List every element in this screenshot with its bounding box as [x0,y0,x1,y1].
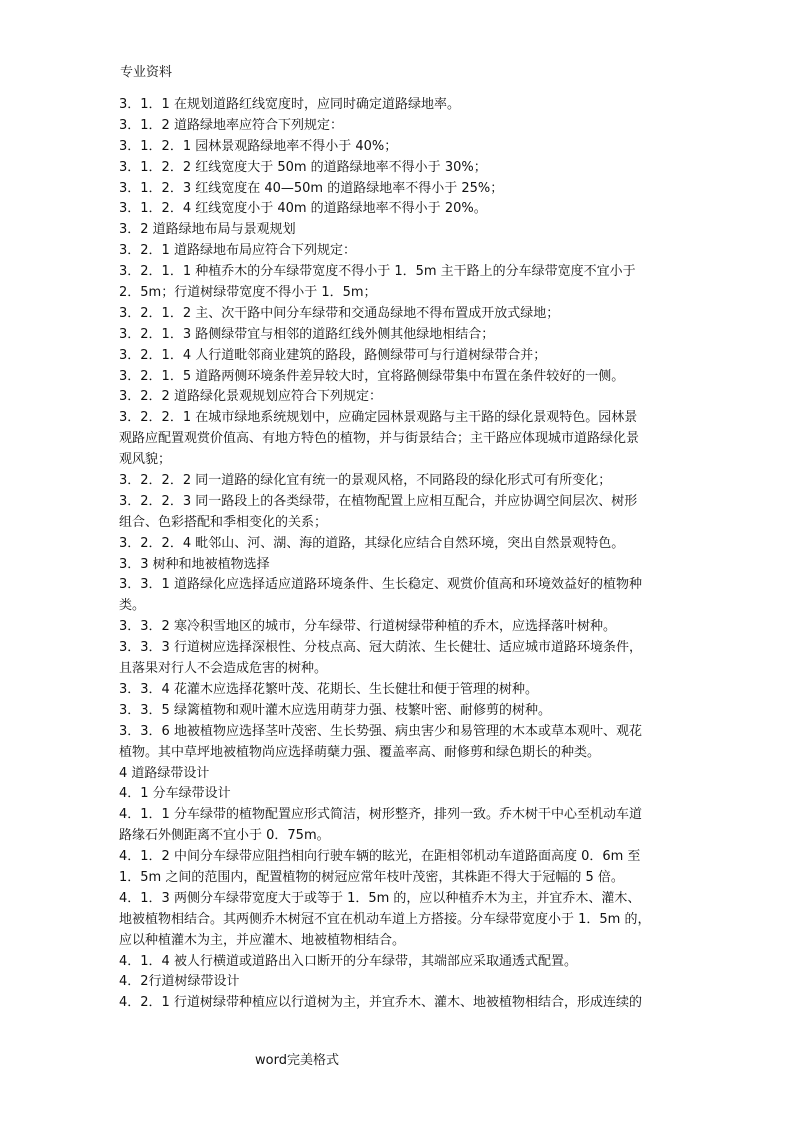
text-line: 3．1．2 道路绿地率应符合下列规定： [119,117,343,133]
text-line: 4．1 分车绿带设计 [119,786,231,802]
text-line: 观风貌； [119,452,172,468]
text-line: 4．2．1 行道树绿带种植应以行道树为主，并宜乔木、灌木、地被植物相结合，形成连续的 [119,995,642,1011]
text-line: 观路应配置观赏价值高、有地方特色的植物，并与街景结合；主干路应体现城市道路绿化景 [119,431,640,447]
text-line: 3．3．4 花灌木应选择花繁叶茂、花期长、生长健壮和便于管理的树种。 [119,681,538,697]
text-line: 且落果对行人不会造成危害的树种。 [119,661,328,677]
text-line: 3．3．6 地被植物应选择茎叶茂密、生长势强、病虫害少和易管理的木本或草本观叶、观花 [119,723,642,739]
text-line: 3．2．1．2 主、次干路中间分车绿带和交通岛绿地不得布置成开放式绿地； [119,305,560,321]
text-line: 地被植物相结合。其两侧乔木树冠不宜在机动车道上方搭接。分车绿带宽度小于 1．5m 的， [119,911,651,927]
text-line: 应以种植灌木为主，并应灌木、地被植物相结合。 [119,932,406,948]
text-line: 3．3 树种和地被植物选择 [119,556,270,572]
text-line: 4．2行道树绿带设计 [119,974,240,990]
text-line: 3．2．1．1 种植乔木的分车绿带宽度不得小于 1．5m 主干路上的分车绿带宽度不宜小于 [119,264,636,280]
text-line: 组合、色彩搭配和季相变化的关系； [119,514,328,530]
text-line: 3．2．1．4 人行道毗邻商业建筑的路段，路侧绿带可与行道树绿带合并； [119,347,547,363]
text-line: 3．2．2．1 在城市绿地系统规划中，应确定园林景观路与主干路的绿化景观特色。园林景 [119,410,638,426]
text-line: 3．2．1 道路绿地布局应符合下列规定： [119,243,356,259]
text-line: 3．1．2．3 红线宽度在 40—50m 的道路绿地率不得小于 25%； [119,180,504,196]
text-line: 4．1．2 中间分车绿带应阻挡相向行驶车辆的眩光，在距相邻机动车道路面高度 0．6m 至 [119,849,641,865]
text-line: 2．5m；行道树绿带宽度不得小于 1．5m； [119,285,377,301]
text-line: 3．2．2 道路绿化景观规划应符合下列规定： [119,389,382,405]
text-line: 3．2．2．4 毗邻山、河、湖、海的道路，其绿化应结合自然环境，突出自然景观特色。 [119,535,625,551]
text-line: 路缘石外侧距离不宜小于 0．75m。 [119,828,330,844]
text-line: 3．3．5 绿篱植物和观叶灌木应选用萌芽力强、枝繁叶密、耐修剪的树种。 [119,702,551,718]
text-line: 4．1．3 两侧分车绿带宽度大于或等于 1．5m 的，应以种植乔木为主，并宜乔木、灌木、 [119,890,641,906]
text-line: 3．1．2．4 红线宽度小于 40m 的道路绿地率不得小于 20%。 [119,201,487,217]
text-line: 4 道路绿带设计 [119,765,210,781]
text-line: 3．3．1 道路绿化应选择适应道路环境条件、生长稳定、观赏价值高和环境效益好的植物种 [119,577,642,593]
text-line: 3．2 道路绿地布局与景观规划 [119,222,296,238]
text-line: 植物。其中草坪地被植物尚应选择萌蘖力强、覆盖率高、耐修剪和绿色期长的种类。 [119,744,601,760]
text-line: 3．2．1．3 路侧绿带宜与相邻的道路红线外侧其他绿地相结合； [119,326,495,342]
text-line: 3．2．2．2 同一道路的绿化宜有统一的景观风格，不同路段的绿化形式可有所变化； [119,473,612,489]
text-line: 3．1．1 在规划道路红线宽度时，应同时确定道路绿地率。 [119,97,460,112]
text-line: 4．1．4 被人行横道或道路出入口断开的分车绿带，其端部应采取通透式配置。 [119,953,577,969]
text-line: 3．1．2．1 园林景观路绿地率不得小于 40%； [119,138,398,154]
page-header: 专业资料 [120,65,173,80]
text-line: 3．1．2．2 红线宽度大于 50m 的道路绿地率不得小于 30%； [119,159,487,175]
document-body [119,95,681,1014]
text-line: 3．2．2．3 同一路段上的各类绿带，在植物配置上应相互配合，并应协调空间层次、树形 [119,493,638,509]
text-line: 3．3．2 寒冷积雪地区的城市，分车绿带、行道树绿带种植的乔木，应选择落叶树种。 [119,619,616,635]
text-line: 1．5m 之间的范围内，配置植物的树冠应常年枝叶茂密，其株距不得大于冠幅的 5 倍。 [119,869,624,885]
text-line: 3．3．3 行道树应选择深根性、分枝点高、冠大荫浓、生长健壮、适应城市道路环境条件， [119,640,642,656]
text-line: 4．1．1 分车绿带的植物配置应形式简洁，树形整齐，排列一致。乔木树干中心至机动车道 [119,807,642,823]
text-line: 类。 [119,598,146,614]
text-line: 3．2．1．5 道路两侧环境条件差异较大时，宜将路侧绿带集中布置在条件较好的一侧。 [119,368,625,384]
page-footer: word完美格式 [255,1053,339,1068]
